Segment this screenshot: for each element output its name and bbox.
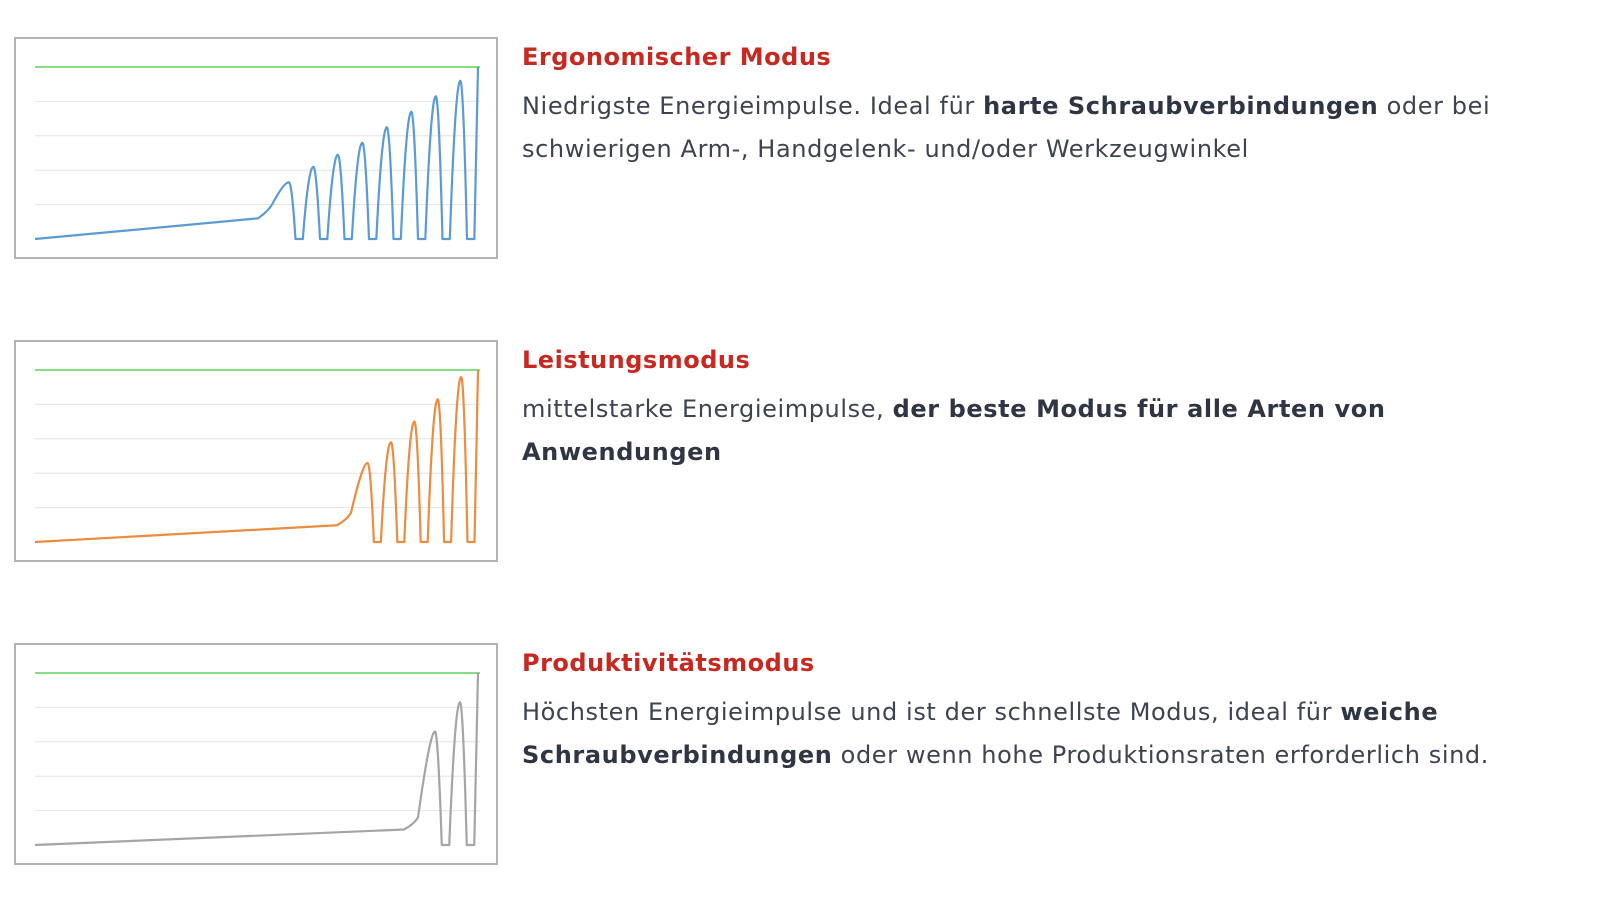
chart-pulse-peak	[362, 142, 364, 144]
chart-series-line	[35, 67, 478, 239]
mode-row-ergonomic	[0, 37, 1600, 277]
performance-mode-title: Leistungsmodus	[522, 346, 751, 374]
chart-pulse-peak	[434, 731, 436, 733]
description-segment: mittelstarke Energieimpulse,	[522, 395, 893, 423]
chart-pulse-peak	[386, 126, 388, 128]
productivity-mode-title: Produktivitätsmodus	[522, 649, 815, 677]
performance-mode-chart	[14, 340, 498, 562]
chart-pulse-peak	[337, 154, 339, 156]
description-segment-bold: weiche Schraubverbindungen	[522, 698, 1439, 769]
chart-series-line	[35, 673, 478, 845]
chart-pulse-peak	[437, 398, 439, 400]
mode-row-performance	[0, 340, 1600, 580]
ergonomic-mode-chart-plot	[16, 39, 496, 257]
chart-pulse-peak	[288, 181, 290, 183]
productivity-mode-chart	[14, 643, 498, 865]
chart-pulse-peak	[390, 441, 392, 443]
chart-pulse-peak	[367, 462, 369, 464]
chart-pulse-peak	[459, 701, 461, 703]
ergonomic-mode-chart	[14, 37, 498, 259]
ergonomic-mode-description	[522, 85, 1582, 171]
mode-row-productivity	[0, 643, 1600, 883]
description-segment: oder bei schwierigen Arm-, Handgelenk- und/oder Werkzeugwinkel	[522, 92, 1491, 163]
productivity-mode-chart-plot	[16, 645, 496, 863]
chart-pulse-peak	[460, 80, 462, 82]
performance-mode-chart-plot	[16, 342, 496, 560]
chart-pulse-peak	[414, 421, 416, 423]
description-segment: Niedrigste Energieimpulse. Ideal für	[522, 92, 984, 120]
chart-series-line	[35, 370, 478, 542]
productivity-mode-description	[522, 691, 1582, 777]
chart-pulse-peak	[313, 166, 315, 168]
chart-pulse-peak	[435, 95, 437, 97]
description-segment: oder wenn hohe Produktionsraten erforderlich sind.	[832, 741, 1489, 769]
chart-pulse-peak	[411, 111, 413, 113]
performance-mode-description	[522, 388, 1582, 474]
description-segment-bold: der beste Modus für alle Arten von Anwendungen	[522, 395, 1386, 466]
description-segment-bold: harte Schraubverbindungen	[983, 92, 1379, 120]
chart-pulse-peak	[460, 376, 462, 378]
description-segment: Höchsten Energieimpulse und ist der schnellste Modus, ideal für	[522, 698, 1341, 726]
ergonomic-mode-title: Ergonomischer Modus	[522, 43, 832, 71]
